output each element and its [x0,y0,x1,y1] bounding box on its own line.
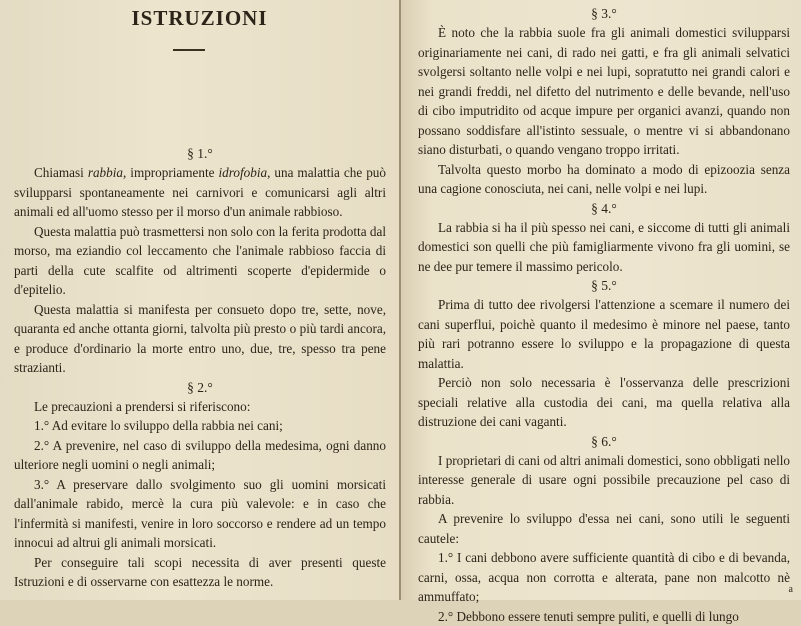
signature-mark: a [789,584,793,595]
paragraph: È noto che la rabbia suole fra gli animali domestici svilupparsi originariamente nei cani, di rado nei gatti, e fra gli animali selvatici svolgersi soltanto nelle volpi e nei lupi, sopratutto nei grandi calori e nei grandi freddi, nel difetto del nutrimento e delle bevande, nell'uso di cibo imputridito od acque impure per organici avanzi, quando non possano soddisfare all'istinto sessuale, o mentre vi si abbandonano siano disturbati, o quando vengano troppo irritati. [418,23,790,160]
list-item: 3.° A preservare dallo svolgimento suo gli uomini morsicati dall'animale rabido, mercè la cura più valevole: e in caso che l'infermità si manifesti, venire in loro soccorso e rendere ad un tempo innocui ad altrui gli animali morsicati. [14,475,386,553]
section-4-heading: § 4.° [418,199,790,218]
list-item: 2.° A prevenire, nel caso di sviluppo della medesima, ogni danno ulteriore negli uomini o negli animali; [14,436,386,475]
section-5-heading: § 5.° [418,276,790,295]
page-title: ISTRUZIONI [0,6,399,31]
left-column [14,144,386,592]
list-item: 2.° Debbono essere tenuti sempre puliti, e quelli di lungo [418,607,790,626]
list-item: 1.° I cani debbono avere sufficiente quantità di cibo e di bevanda, carni, ossa, acqua non corrotta e alterata, pane non malcotto nè ammuffato; [418,548,790,607]
section-6-heading: § 6.° [418,432,790,451]
paragraph: La rabbia si ha il più spesso nei cani, e siccome di tutti gli animali domestici son quelli che più famigliarmente vivono fra gli uomini, se ne dee pur temere il massimo pericolo. [418,218,790,277]
paragraph: Questa malattia può trasmettersi non solo con la ferita prodotta dal morso, ma eziandio col leccamento che l'animale rabbioso faccia di parti della cute scalfite od altrimenti scoperte d'epidermide o d'epitelio. [14,222,386,300]
paragraph: I proprietari di cani od altri animali domestici, sono obbligati nello interesse generale di usare ogni possibile precauzione pel caso di rabbia. [418,451,790,510]
paragraph: Prima di tutto dee rivolgersi l'attenzione a scemare il numero dei cani superflui, poichè quanto il medesimo è minore nel paese, tanto più rari potranno essere lo sviluppo e la propagazione di questa malattia. [418,295,790,373]
list-item: 1.° Ad evitare lo sviluppo della rabbia nei cani; [14,416,386,436]
paragraph: Perciò non solo necessaria è l'osservanza delle prescrizioni speciali relative alla custodia dei cani, ma quella relativa alla distruzione dei cani vaganti. [418,373,790,432]
section-1-heading: § 1.° [14,144,386,163]
section-3-heading: § 3.° [418,4,790,23]
section-2-heading: § 2.° [14,378,386,397]
paragraph: Le precauzioni a prendersi si riferiscono: [14,397,386,417]
paragraph: Talvolta questo morbo ha dominato a modo di epizoozia senza una cagione conosciuta, nei cani, nelle volpi e nei lupi. [418,160,790,199]
book-gutter [399,0,401,600]
title-rule [173,49,205,51]
paragraph: A prevenire lo sviluppo d'essa nei cani, sono utili le seguenti cautele: [418,509,790,548]
paragraph: Chiamasi rabbia, impropriamente idrofobia, una malattia che può svilupparsi spontaneamente nei carnivori e comunicarsi agli altri animali ed all'uomo stesso per il morso d'un animale rabbioso. [14,163,386,222]
right-column [418,4,790,626]
paragraph: Per conseguire tali scopi necessita di aver presenti queste Istruzioni e di osservarne con esattezza le norme. [14,553,386,592]
paragraph: Questa malattia si manifesta per consueto dopo tre, sette, nove, quaranta ed anche ottanta giorni, talvolta più presto o più tardi ancora, e produce d'ordinario la morte entro uno, due, tre, spesso tra pene strazianti. [14,300,386,378]
